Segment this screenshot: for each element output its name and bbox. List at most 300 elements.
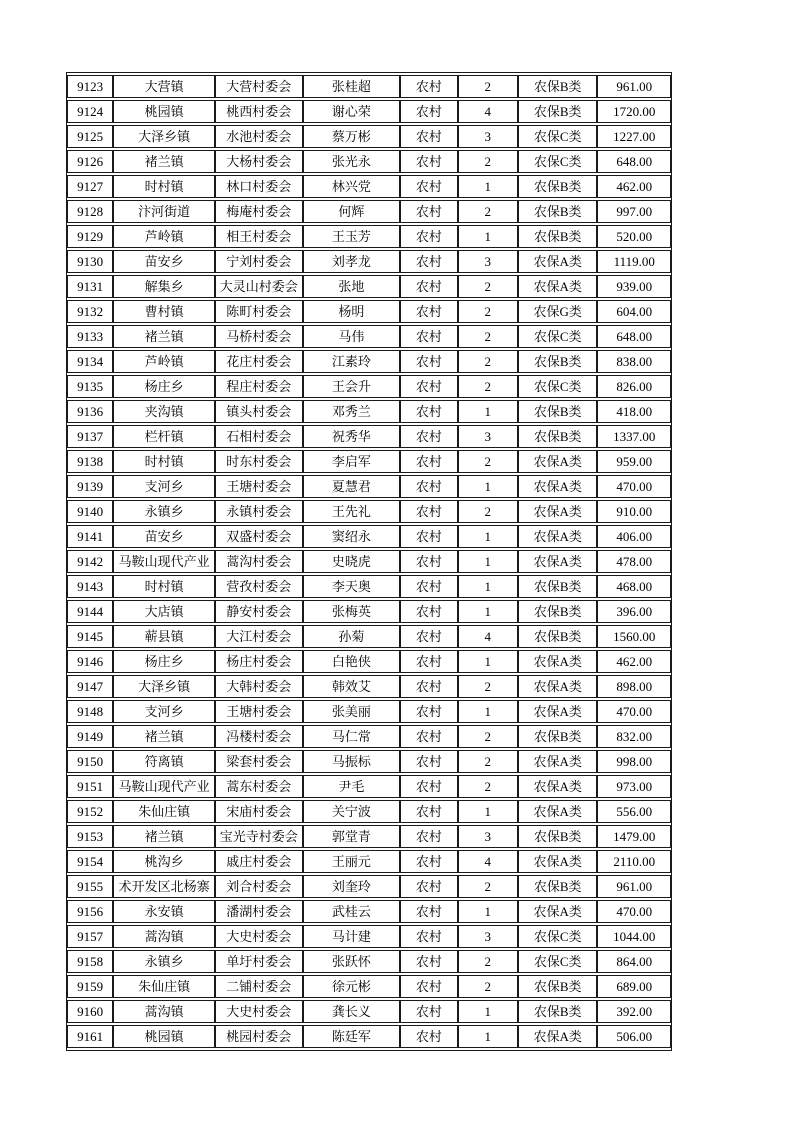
- cell-village: 蒿沟村委会: [215, 550, 303, 573]
- cell-person: 王先礼: [303, 500, 401, 523]
- cell-town: 大店镇: [113, 600, 215, 623]
- table-row: [67, 750, 671, 773]
- cell-town: 褚兰镇: [113, 325, 215, 348]
- cell-amount: 898.00: [597, 675, 671, 698]
- table-row: [67, 300, 671, 323]
- cell-amount: 959.00: [597, 450, 671, 473]
- cell-amount: 462.00: [597, 650, 671, 673]
- cell-person: 张美丽: [303, 700, 401, 723]
- cell-town: 符离镇: [113, 750, 215, 773]
- table-row: [67, 900, 671, 923]
- cell-amount: 864.00: [597, 950, 671, 973]
- cell-count: 2: [458, 325, 518, 348]
- cell-town: 马鞍山现代产业: [113, 775, 215, 798]
- cell-id: 9140: [67, 500, 113, 523]
- cell-count: 1: [458, 400, 518, 423]
- cell-person: 杨明: [303, 300, 401, 323]
- cell-town: 褚兰镇: [113, 150, 215, 173]
- cell-type: 农村: [400, 225, 457, 248]
- cell-category: 农保B类: [518, 425, 598, 448]
- cell-category: 农保B类: [518, 625, 598, 648]
- cell-village: 单圩村委会: [215, 950, 303, 973]
- cell-town: 支河乡: [113, 475, 215, 498]
- cell-type: 农村: [400, 800, 457, 823]
- cell-id: 9157: [67, 925, 113, 948]
- cell-person: 张地: [303, 275, 401, 298]
- cell-amount: 1044.00: [597, 925, 671, 948]
- cell-count: 2: [458, 775, 518, 798]
- cell-category: 农保B类: [518, 175, 598, 198]
- cell-type: 农村: [400, 650, 457, 673]
- cell-amount: 998.00: [597, 750, 671, 773]
- cell-id: 9128: [67, 200, 113, 223]
- cell-village: 陈町村委会: [215, 300, 303, 323]
- cell-count: 2: [458, 675, 518, 698]
- cell-amount: 406.00: [597, 525, 671, 548]
- cell-id: 9148: [67, 700, 113, 723]
- cell-type: 农村: [400, 275, 457, 298]
- cell-id: 9127: [67, 175, 113, 198]
- cell-amount: 648.00: [597, 150, 671, 173]
- cell-type: 农村: [400, 975, 457, 998]
- cell-category: 农保B类: [518, 975, 598, 998]
- cell-type: 农村: [400, 525, 457, 548]
- cell-person: 韩效艾: [303, 675, 401, 698]
- cell-type: 农村: [400, 200, 457, 223]
- cell-person: 刘奎玲: [303, 875, 401, 898]
- cell-category: 农保B类: [518, 100, 598, 123]
- cell-id: 9158: [67, 950, 113, 973]
- cell-count: 2: [458, 500, 518, 523]
- cell-category: 农保B类: [518, 725, 598, 748]
- cell-id: 9138: [67, 450, 113, 473]
- cell-person: 李启军: [303, 450, 401, 473]
- cell-village: 双盛村委会: [215, 525, 303, 548]
- cell-count: 2: [458, 75, 518, 98]
- cell-count: 2: [458, 875, 518, 898]
- table-row: [67, 550, 671, 573]
- cell-id: 9160: [67, 1000, 113, 1023]
- cell-village: 戚庄村委会: [215, 850, 303, 873]
- cell-person: 王会升: [303, 375, 401, 398]
- cell-amount: 973.00: [597, 775, 671, 798]
- cell-village: 程庄村委会: [215, 375, 303, 398]
- table-row: [67, 925, 671, 948]
- cell-category: 农保A类: [518, 750, 598, 773]
- table-row: [67, 825, 671, 848]
- cell-category: 农保B类: [518, 1000, 598, 1023]
- cell-village: 大史村委会: [215, 1000, 303, 1023]
- table-row: [67, 225, 671, 248]
- cell-count: 2: [458, 750, 518, 773]
- cell-village: 大杨村委会: [215, 150, 303, 173]
- cell-type: 农村: [400, 900, 457, 923]
- cell-type: 农村: [400, 425, 457, 448]
- cell-village: 大韩村委会: [215, 675, 303, 698]
- cell-category: 农保C类: [518, 125, 598, 148]
- cell-id: 9155: [67, 875, 113, 898]
- table-row: [67, 625, 671, 648]
- cell-count: 1: [458, 175, 518, 198]
- cell-type: 农村: [400, 375, 457, 398]
- cell-category: 农保A类: [518, 900, 598, 923]
- cell-id: 9145: [67, 625, 113, 648]
- table-row: [67, 1025, 671, 1048]
- cell-type: 农村: [400, 575, 457, 598]
- cell-person: 马振标: [303, 750, 401, 773]
- cell-count: 4: [458, 625, 518, 648]
- table-row: [67, 200, 671, 223]
- cell-id: 9161: [67, 1025, 113, 1048]
- cell-village: 永镇村委会: [215, 500, 303, 523]
- cell-person: 祝秀华: [303, 425, 401, 448]
- cell-count: 1: [458, 800, 518, 823]
- table-row: [67, 575, 671, 598]
- cell-count: 1: [458, 700, 518, 723]
- cell-type: 农村: [400, 675, 457, 698]
- cell-town: 永安镇: [113, 900, 215, 923]
- cell-type: 农村: [400, 950, 457, 973]
- cell-village: 宁刘村委会: [215, 250, 303, 273]
- cell-category: 农保A类: [518, 275, 598, 298]
- cell-category: 农保A类: [518, 650, 598, 673]
- cell-count: 1: [458, 900, 518, 923]
- table-row: [67, 150, 671, 173]
- cell-amount: 1560.00: [597, 625, 671, 648]
- cell-id: 9156: [67, 900, 113, 923]
- cell-village: 桃园村委会: [215, 1025, 303, 1048]
- cell-village: 水池村委会: [215, 125, 303, 148]
- cell-type: 农村: [400, 250, 457, 273]
- cell-town: 永镇乡: [113, 950, 215, 973]
- cell-category: 农保A类: [518, 700, 598, 723]
- cell-category: 农保A类: [518, 475, 598, 498]
- cell-amount: 2110.00: [597, 850, 671, 873]
- cell-person: 邓秀兰: [303, 400, 401, 423]
- table-row: [67, 500, 671, 523]
- cell-category: 农保B类: [518, 225, 598, 248]
- cell-category: 农保B类: [518, 575, 598, 598]
- cell-count: 3: [458, 925, 518, 948]
- cell-town: 曹村镇: [113, 300, 215, 323]
- cell-count: 1: [458, 650, 518, 673]
- table-row: [67, 425, 671, 448]
- cell-category: 农保C类: [518, 150, 598, 173]
- cell-category: 农保B类: [518, 400, 598, 423]
- cell-village: 梁套村委会: [215, 750, 303, 773]
- cell-count: 1: [458, 1025, 518, 1048]
- cell-id: 9133: [67, 325, 113, 348]
- cell-type: 农村: [400, 500, 457, 523]
- cell-village: 杨庄村委会: [215, 650, 303, 673]
- cell-amount: 838.00: [597, 350, 671, 373]
- table-row: [67, 850, 671, 873]
- cell-id: 9135: [67, 375, 113, 398]
- cell-village: 时东村委会: [215, 450, 303, 473]
- cell-person: 马仁常: [303, 725, 401, 748]
- cell-count: 1: [458, 550, 518, 573]
- cell-category: 农保B类: [518, 200, 598, 223]
- cell-amount: 961.00: [597, 875, 671, 898]
- cell-person: 龚长义: [303, 1000, 401, 1023]
- cell-person: 张桂超: [303, 75, 401, 98]
- cell-category: 农保C类: [518, 325, 598, 348]
- cell-person: 刘孝龙: [303, 250, 401, 273]
- cell-village: 王塘村委会: [215, 475, 303, 498]
- cell-town: 苗安乡: [113, 250, 215, 273]
- table-row: [67, 250, 671, 273]
- cell-id: 9141: [67, 525, 113, 548]
- cell-amount: 648.00: [597, 325, 671, 348]
- table-row: [67, 325, 671, 348]
- cell-village: 花庄村委会: [215, 350, 303, 373]
- cell-category: 农保A类: [518, 450, 598, 473]
- cell-id: 9146: [67, 650, 113, 673]
- cell-amount: 470.00: [597, 700, 671, 723]
- cell-count: 3: [458, 250, 518, 273]
- cell-category: 农保B类: [518, 825, 598, 848]
- cell-person: 林兴党: [303, 175, 401, 198]
- cell-amount: 506.00: [597, 1025, 671, 1048]
- cell-type: 农村: [400, 925, 457, 948]
- cell-count: 1: [458, 475, 518, 498]
- cell-village: 大营村委会: [215, 75, 303, 98]
- cell-id: 9143: [67, 575, 113, 598]
- cell-count: 2: [458, 450, 518, 473]
- cell-amount: 392.00: [597, 1000, 671, 1023]
- cell-category: 农保B类: [518, 350, 598, 373]
- cell-person: 窦绍永: [303, 525, 401, 548]
- cell-village: 大江村委会: [215, 625, 303, 648]
- cell-type: 农村: [400, 700, 457, 723]
- cell-town: 马鞍山现代产业: [113, 550, 215, 573]
- cell-village: 桃西村委会: [215, 100, 303, 123]
- cell-town: 杨庄乡: [113, 650, 215, 673]
- cell-count: 1: [458, 575, 518, 598]
- cell-category: 农保A类: [518, 1025, 598, 1048]
- cell-id: 9149: [67, 725, 113, 748]
- table-row: [67, 350, 671, 373]
- cell-town: 时村镇: [113, 450, 215, 473]
- cell-village: 相王村委会: [215, 225, 303, 248]
- table-row: [67, 600, 671, 623]
- table-row: [67, 875, 671, 898]
- cell-amount: 556.00: [597, 800, 671, 823]
- cell-count: 4: [458, 850, 518, 873]
- table-row: [67, 1000, 671, 1023]
- cell-id: 9139: [67, 475, 113, 498]
- cell-count: 3: [458, 425, 518, 448]
- cell-category: 农保G类: [518, 300, 598, 323]
- cell-person: 白艳侠: [303, 650, 401, 673]
- cell-amount: 478.00: [597, 550, 671, 573]
- cell-count: 2: [458, 275, 518, 298]
- cell-count: 4: [458, 100, 518, 123]
- cell-village: 梅庵村委会: [215, 200, 303, 223]
- table-row: [67, 100, 671, 123]
- table-row: [67, 775, 671, 798]
- cell-town: 桃园镇: [113, 1025, 215, 1048]
- cell-amount: 997.00: [597, 200, 671, 223]
- cell-amount: 939.00: [597, 275, 671, 298]
- cell-person: 郭堂青: [303, 825, 401, 848]
- cell-person: 陈廷军: [303, 1025, 401, 1048]
- cell-person: 史晓虎: [303, 550, 401, 573]
- cell-town: 支河乡: [113, 700, 215, 723]
- cell-person: 尹毛: [303, 775, 401, 798]
- cell-category: 农保B类: [518, 600, 598, 623]
- cell-category: 农保B类: [518, 75, 598, 98]
- cell-amount: 1479.00: [597, 825, 671, 848]
- cell-type: 农村: [400, 725, 457, 748]
- cell-id: 9125: [67, 125, 113, 148]
- cell-town: 解集乡: [113, 275, 215, 298]
- cell-person: 徐元彬: [303, 975, 401, 998]
- cell-amount: 1227.00: [597, 125, 671, 148]
- cell-person: 何辉: [303, 200, 401, 223]
- cell-village: 大史村委会: [215, 925, 303, 948]
- cell-type: 农村: [400, 1025, 457, 1048]
- cell-town: 蒿沟镇: [113, 925, 215, 948]
- cell-town: 杨庄乡: [113, 375, 215, 398]
- table-row: [67, 175, 671, 198]
- cell-type: 农村: [400, 1000, 457, 1023]
- cell-count: 3: [458, 125, 518, 148]
- cell-village: 林口村委会: [215, 175, 303, 198]
- table-row: [67, 400, 671, 423]
- cell-amount: 689.00: [597, 975, 671, 998]
- cell-amount: 520.00: [597, 225, 671, 248]
- cell-amount: 1119.00: [597, 250, 671, 273]
- cell-amount: 1337.00: [597, 425, 671, 448]
- cell-count: 1: [458, 225, 518, 248]
- cell-count: 2: [458, 950, 518, 973]
- cell-town: 时村镇: [113, 575, 215, 598]
- cell-town: 大泽乡镇: [113, 675, 215, 698]
- cell-person: 蔡万彬: [303, 125, 401, 148]
- cell-town: 桃沟乡: [113, 850, 215, 873]
- cell-town: 苗安乡: [113, 525, 215, 548]
- cell-village: 石相村委会: [215, 425, 303, 448]
- cell-town: 永镇乡: [113, 500, 215, 523]
- cell-type: 农村: [400, 825, 457, 848]
- cell-type: 农村: [400, 325, 457, 348]
- cell-category: 农保A类: [518, 800, 598, 823]
- cell-town: 朱仙庄镇: [113, 800, 215, 823]
- cell-village: 镇头村委会: [215, 400, 303, 423]
- cell-town: 芦岭镇: [113, 225, 215, 248]
- cell-town: 芦岭镇: [113, 350, 215, 373]
- cell-id: 9130: [67, 250, 113, 273]
- cell-type: 农村: [400, 100, 457, 123]
- cell-type: 农村: [400, 150, 457, 173]
- cell-amount: 396.00: [597, 600, 671, 623]
- cell-amount: 910.00: [597, 500, 671, 523]
- cell-id: 9151: [67, 775, 113, 798]
- cell-town: 汴河街道: [113, 200, 215, 223]
- cell-amount: 961.00: [597, 75, 671, 98]
- cell-count: 2: [458, 300, 518, 323]
- cell-village: 马桥村委会: [215, 325, 303, 348]
- cell-town: 大营镇: [113, 75, 215, 98]
- cell-count: 1: [458, 600, 518, 623]
- cell-person: 张梅英: [303, 600, 401, 623]
- table-row: [67, 975, 671, 998]
- cell-type: 农村: [400, 300, 457, 323]
- cell-count: 2: [458, 725, 518, 748]
- cell-village: 二铺村委会: [215, 975, 303, 998]
- cell-id: 9147: [67, 675, 113, 698]
- cell-town: 大泽乡镇: [113, 125, 215, 148]
- cell-id: 9123: [67, 75, 113, 98]
- cell-village: 蒿东村委会: [215, 775, 303, 798]
- table-row: [67, 800, 671, 823]
- table-body: [67, 75, 671, 1048]
- cell-town: 术开发区北杨寨: [113, 875, 215, 898]
- cell-id: 9124: [67, 100, 113, 123]
- cell-person: 李天奥: [303, 575, 401, 598]
- table-row: [67, 700, 671, 723]
- cell-town: 时村镇: [113, 175, 215, 198]
- cell-count: 2: [458, 350, 518, 373]
- cell-town: 褚兰镇: [113, 825, 215, 848]
- cell-village: 宝光寺村委会: [215, 825, 303, 848]
- table-row: [67, 450, 671, 473]
- cell-count: 2: [458, 200, 518, 223]
- cell-village: 冯楼村委会: [215, 725, 303, 748]
- cell-count: 2: [458, 375, 518, 398]
- cell-category: 农保A类: [518, 675, 598, 698]
- cell-town: 桃园镇: [113, 100, 215, 123]
- cell-count: 1: [458, 525, 518, 548]
- cell-type: 农村: [400, 75, 457, 98]
- cell-id: 9126: [67, 150, 113, 173]
- cell-person: 关宁波: [303, 800, 401, 823]
- cell-village: 宋庙村委会: [215, 800, 303, 823]
- table-row: [67, 475, 671, 498]
- cell-town: 褚兰镇: [113, 725, 215, 748]
- cell-town: 朱仙庄镇: [113, 975, 215, 998]
- cell-category: 农保A类: [518, 550, 598, 573]
- cell-person: 张光永: [303, 150, 401, 173]
- cell-town: 夹沟镇: [113, 400, 215, 423]
- cell-amount: 832.00: [597, 725, 671, 748]
- cell-id: 9134: [67, 350, 113, 373]
- cell-category: 农保A类: [518, 500, 598, 523]
- cell-id: 9144: [67, 600, 113, 623]
- cell-type: 农村: [400, 125, 457, 148]
- cell-category: 农保A类: [518, 850, 598, 873]
- cell-type: 农村: [400, 550, 457, 573]
- cell-category: 农保B类: [518, 875, 598, 898]
- cell-category: 农保A类: [518, 525, 598, 548]
- cell-person: 孙菊: [303, 625, 401, 648]
- table-row: [67, 375, 671, 398]
- cell-amount: 604.00: [597, 300, 671, 323]
- table-row: [67, 75, 671, 98]
- cell-type: 农村: [400, 600, 457, 623]
- cell-person: 夏慧君: [303, 475, 401, 498]
- cell-id: 9152: [67, 800, 113, 823]
- cell-id: 9129: [67, 225, 113, 248]
- cell-person: 江素玲: [303, 350, 401, 373]
- cell-village: 王塘村委会: [215, 700, 303, 723]
- table-row: [67, 125, 671, 148]
- table-row: [67, 525, 671, 548]
- cell-count: 2: [458, 975, 518, 998]
- cell-id: 9132: [67, 300, 113, 323]
- cell-amount: 470.00: [597, 475, 671, 498]
